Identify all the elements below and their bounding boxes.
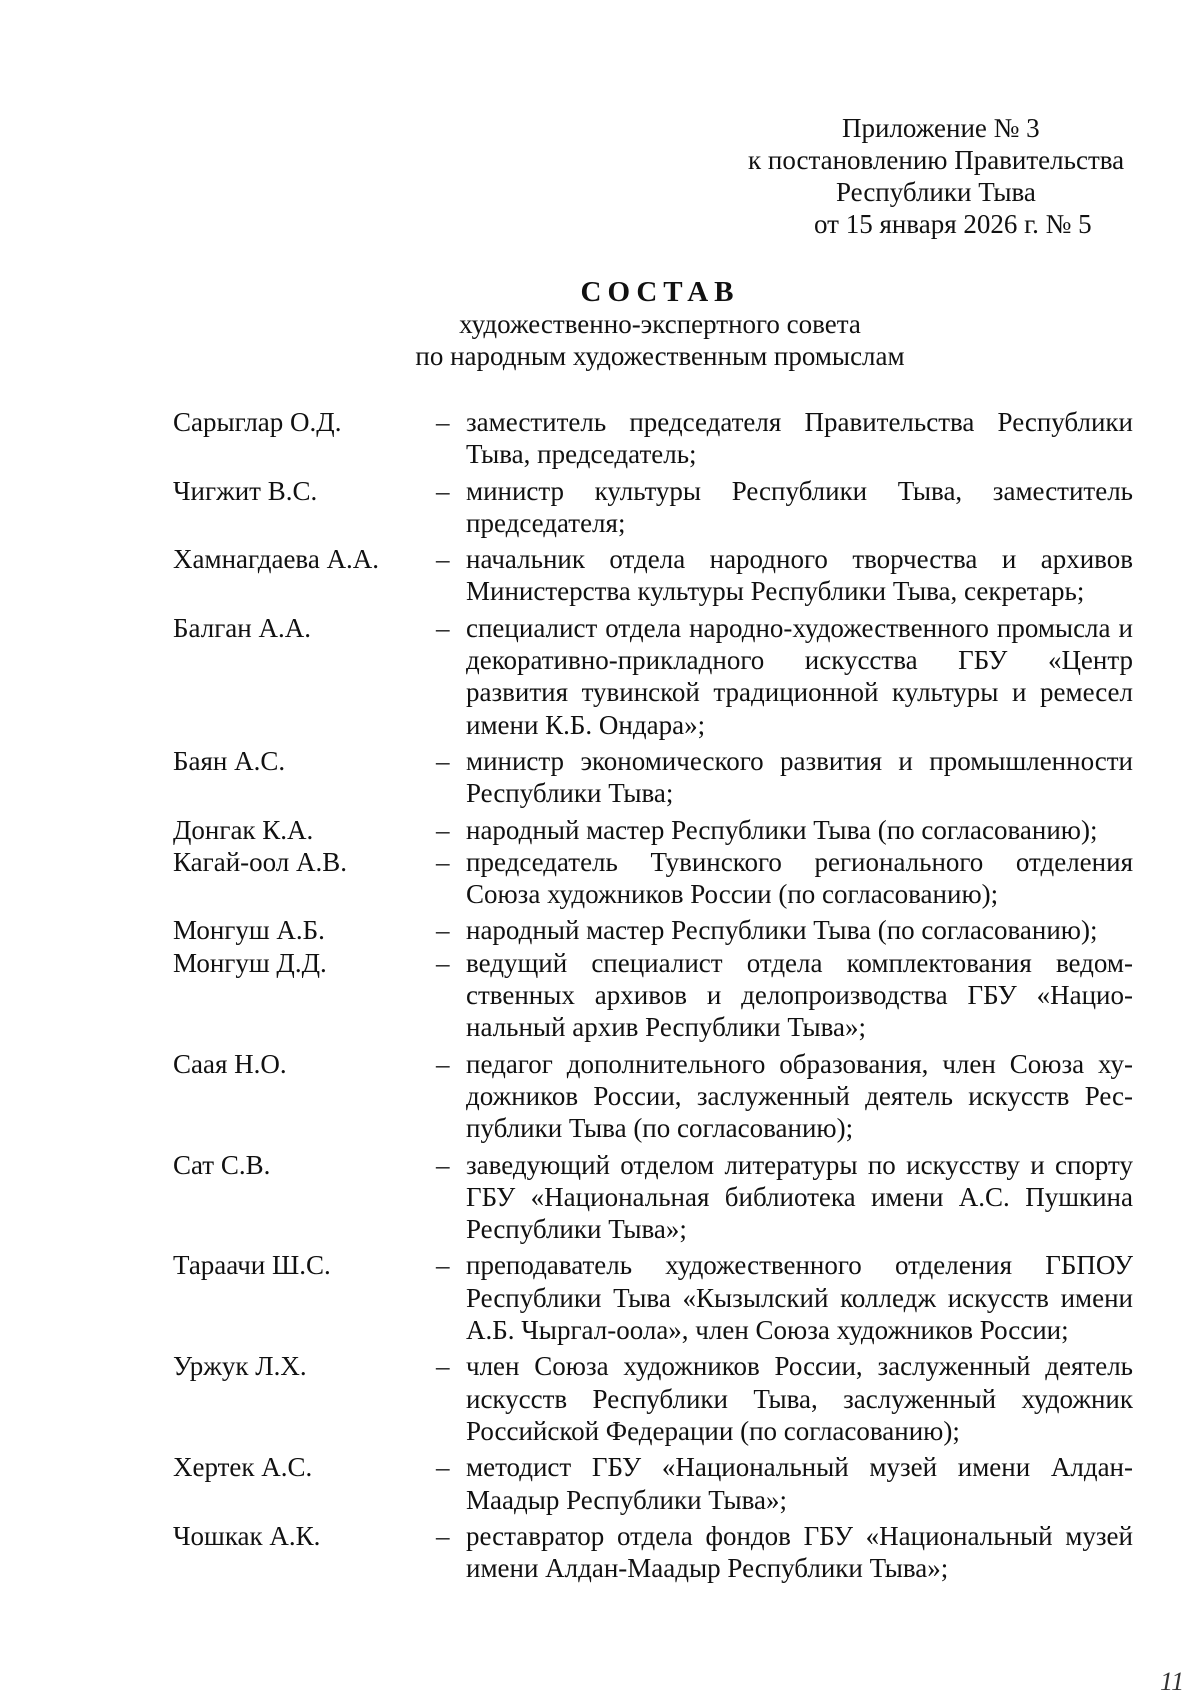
member-row bbox=[173, 543, 1133, 608]
member-row bbox=[173, 475, 1133, 540]
member-role: заведующий отделом литературы по искусству и спорту ГБУ «Национальная библиотека имени А.С. Пушкина Республики Тыва»; bbox=[466, 1149, 1133, 1245]
member-row bbox=[173, 1249, 1133, 1346]
member-role: народный мастер Республики Тыва (по согласованию); bbox=[466, 814, 1098, 845]
document-title: СОСТАВ bbox=[580, 276, 740, 308]
member-dash: – bbox=[436, 846, 450, 877]
member-name: Хертек А.С. bbox=[173, 1452, 313, 1483]
member-name: Чошкак А.К. bbox=[173, 1520, 321, 1551]
member-dash: – bbox=[436, 1452, 450, 1483]
member-name: Кагай-оол А.В. bbox=[173, 846, 348, 877]
member-name: Баян А.С. bbox=[173, 745, 286, 776]
page-number: 11 bbox=[1160, 1668, 1185, 1696]
appendix-republic: Республики Тыва bbox=[836, 177, 1036, 207]
appendix-date: от 15 января 2026 г. № 5 bbox=[814, 209, 1092, 239]
member-row bbox=[173, 1350, 1133, 1447]
member-role: методист ГБУ «Национальный музей имени Алдан-Маадыр Республики Тыва»; bbox=[466, 1452, 1133, 1515]
member-row bbox=[173, 1520, 1133, 1585]
member-name: Донгак К.А. bbox=[173, 814, 314, 845]
member-name: Уржук Л.Х. bbox=[173, 1351, 307, 1382]
subtitle-line-2: по народным художественным промыслам bbox=[415, 341, 905, 371]
member-dash: – bbox=[436, 915, 450, 946]
member-name: Балган А.А. bbox=[173, 612, 311, 643]
member-role: реставратор отдела фондов ГБУ «Национальный музей имени Алдан-Маадыр Республики Тыва»; bbox=[466, 1520, 1133, 1584]
member-role: преподаватель художественного отделения ГБПОУ Республики Тыва «Кызылский колледж искусств имени А.Б. Чыргал-оола», член Союза художников России; bbox=[466, 1250, 1133, 1346]
member-row bbox=[173, 846, 1133, 911]
member-name: Монгуш А.Б. bbox=[173, 915, 325, 946]
member-dash: – bbox=[436, 1149, 450, 1180]
member-row bbox=[173, 1149, 1133, 1246]
member-role: народный мастер Республики Тыва (по согласованию); bbox=[466, 915, 1098, 946]
member-row bbox=[173, 1451, 1133, 1516]
member-name: Сат С.В. bbox=[173, 1149, 271, 1180]
member-role: министр культуры Республики Тыва, заместитель председателя; bbox=[466, 475, 1133, 538]
member-name: Тараачи Ш.С. bbox=[173, 1250, 331, 1281]
member-role: педагог дополнительного образования, член Союза художников России, заслуженный деятель искусств Республики Тыва (по согласованию); bbox=[466, 1048, 1133, 1144]
member-name: Саая Н.О. bbox=[173, 1048, 287, 1079]
member-name: Чигжит В.С. bbox=[173, 475, 318, 506]
members-list bbox=[173, 406, 1133, 1584]
member-dash: – bbox=[436, 475, 450, 506]
appendix-resolution-ref: к постановлению Правительства bbox=[748, 145, 1125, 175]
member-dash: – bbox=[436, 1048, 450, 1079]
member-dash: – bbox=[436, 745, 450, 776]
document-subtitle bbox=[0, 308, 1200, 372]
member-dash: – bbox=[436, 1520, 450, 1551]
member-row bbox=[173, 745, 1133, 810]
member-row bbox=[173, 947, 1133, 1044]
member-dash: – bbox=[436, 947, 450, 978]
member-dash: – bbox=[436, 814, 450, 845]
member-role: специалист отдела народно-художественного промысла и декоративно-прикладного искусства ГБУ «Центр развития тувинской традиционной культуры и ремесел имени К.Б. Ондара»; bbox=[466, 612, 1133, 740]
member-row bbox=[173, 914, 1133, 946]
member-row bbox=[173, 612, 1133, 741]
member-row bbox=[173, 406, 1133, 471]
member-role: заместитель председателя Правительства Республики Тыва, председатель; bbox=[466, 407, 1133, 470]
member-role: ведущий специалист отдела комплектования ведомственных архивов и делопроизводства ГБУ «Национальный архив Республики Тыва»; bbox=[466, 947, 1133, 1043]
appendix-number: Приложение № 3 bbox=[842, 113, 1040, 143]
member-name: Монгуш Д.Д. bbox=[173, 947, 327, 978]
member-name: Сарыглар О.Д. bbox=[173, 407, 342, 437]
member-role: председатель Тувинского регионального отделения Союза художников России (по согласованию); bbox=[466, 846, 1133, 910]
member-dash: – bbox=[436, 1250, 450, 1281]
member-dash: – bbox=[436, 612, 450, 643]
member-name: Хамнагдаева А.А. bbox=[173, 544, 380, 575]
member-role: начальник отдела народного творчества и архивов Министерства культуры Республики Тыва, секретарь; bbox=[466, 544, 1133, 607]
member-dash: – bbox=[436, 1351, 450, 1382]
member-dash: – bbox=[436, 407, 450, 437]
subtitle-line-1: художественно-экспертного совета bbox=[459, 309, 861, 339]
member-dash: – bbox=[436, 544, 450, 575]
member-role: министр экономического развития и промышленности Республики Тыва; bbox=[466, 745, 1133, 809]
appendix-header bbox=[700, 112, 1150, 240]
member-row bbox=[173, 814, 1133, 846]
member-role: член Союза художников России, заслуженный деятель искусств Республики Тыва, заслуженный художник Российской Федерации (по согласованию); bbox=[466, 1351, 1133, 1446]
member-row bbox=[173, 1048, 1133, 1145]
